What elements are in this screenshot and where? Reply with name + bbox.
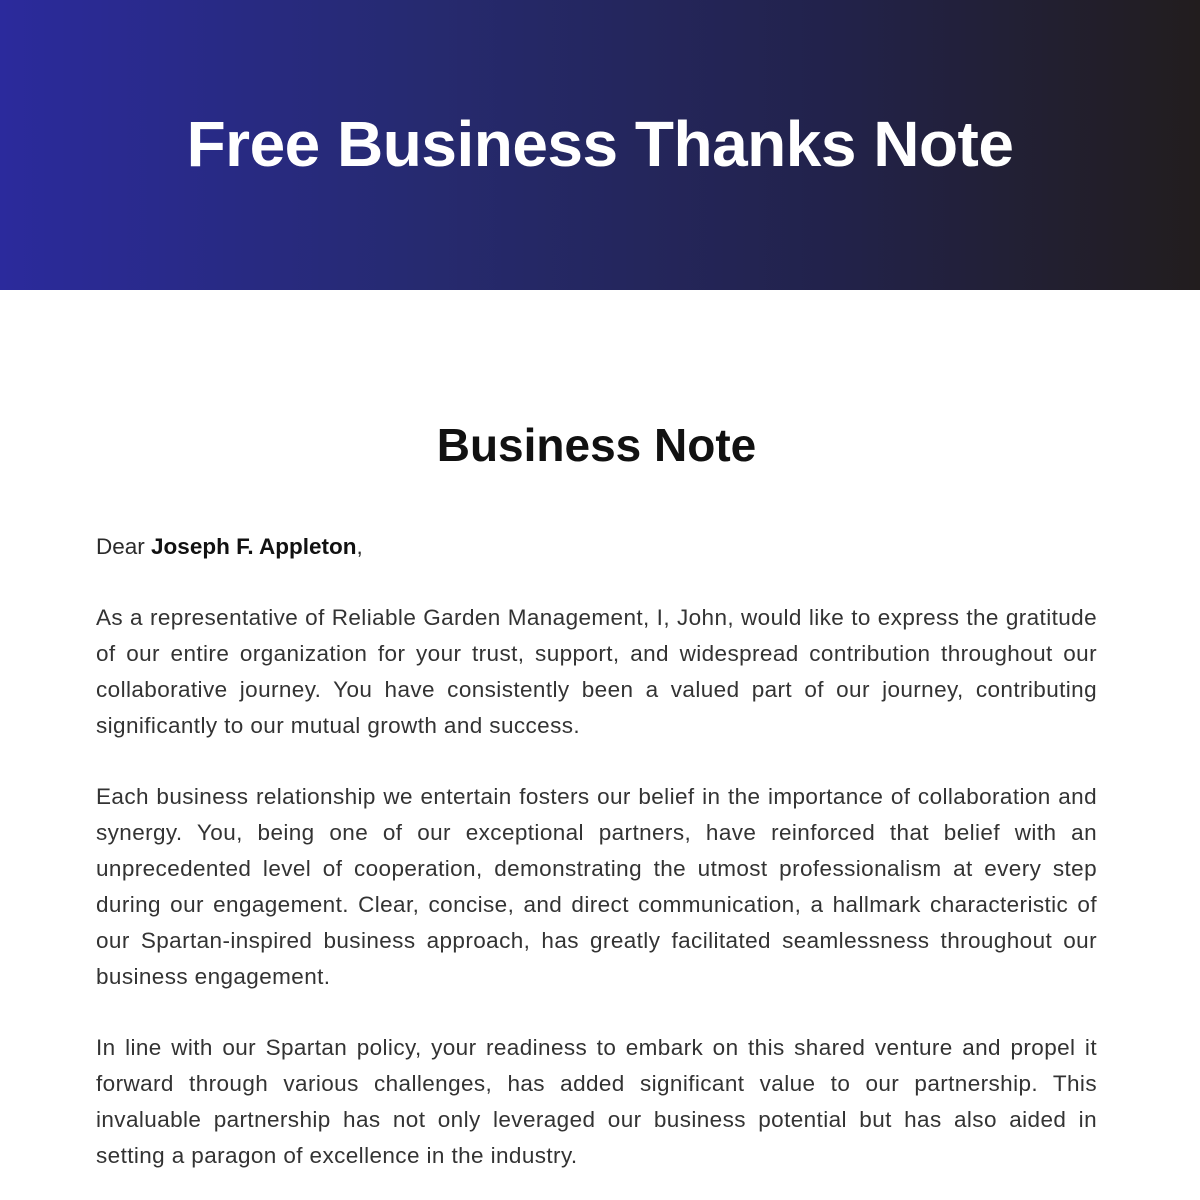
document-body — [0, 290, 1200, 1174]
salutation — [96, 529, 1097, 565]
paragraph-1: As a representative of Reliable Garden Management, I, John, would like to express the gratitude of our entire organization for your trust, support, and widespread contribution throughout our collaborative journey. You have consistently been a valued part of our journey, contributing significantly to our mutual growth and success. — [96, 605, 1097, 738]
paragraph-3: In line with our Spartan policy, your readiness to embark on this shared venture and propel it forward through various challenges, has added significant value to our partnership. This invaluable partnership has not only leveraged our business potential but has also aided in setting a paragon of excellence in the industry. — [96, 1035, 1097, 1168]
salutation-punctuation: , — [356, 534, 363, 559]
header-banner — [0, 0, 1200, 290]
paragraph-2: Each business relationship we entertain fosters our belief in the importance of collaboration and synergy. You, being one of our exceptional partners, have reinforced that belief with an unprecedented level of cooperation, demonstrating the utmost professionalism at every step during our engagement. Clear, concise, and direct communication, a hallmark characteristic of our Spartan-inspired business approach, has greatly facilitated seamlessness throughout our business engagement. — [96, 784, 1097, 989]
banner-title: Free Business Thanks Note — [186, 108, 1014, 180]
document-title: Business Note — [436, 419, 757, 471]
recipient-name: Joseph F. Appleton — [151, 534, 357, 559]
salutation-greeting: Dear — [96, 534, 145, 559]
